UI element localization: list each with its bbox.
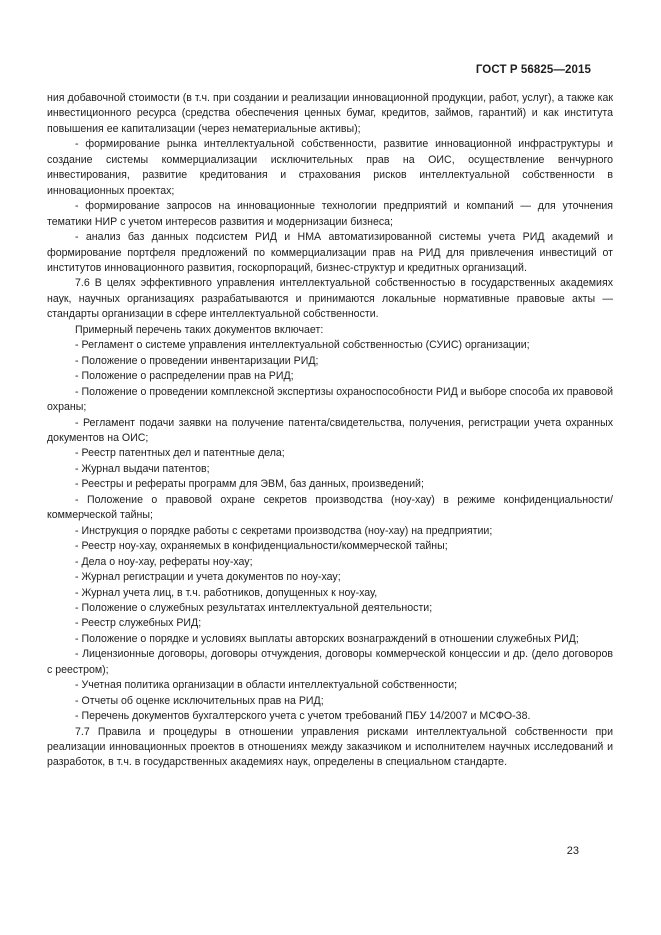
paragraph: ния добавочной стоимости (в т.ч. при создании и реализации инновационной продукции, работ, услуг), а также как инвестиционного ресурса (средства обеспечения ценных бумаг, кредитов, займов, гарантий) и как института повышения ее капитализации (через нематериальные активы); (47, 92, 613, 135)
paragraph: - Журнал учета лиц, в т.ч. работников, допущенных к ноу-хау, (75, 586, 378, 599)
paragraph: - Отчеты об оценке исключительных прав на РИД; (75, 694, 324, 707)
paragraph: 7.7 Правила и процедуры в отношении управления рисками интеллектуальной собственности при реализации инновационных проектов в отношениях между заказчиком и исполнителем научных исследований и разработок, в т.ч. в государственных академиях наук, определены в специальном стандарте. (47, 725, 613, 769)
paragraph: - Реестр ноу-хау, охраняемых в конфиденциальности/коммерческой тайны; (75, 540, 448, 553)
paragraph: - анализ баз данных подсистем РИД и НМА автоматизированной системы учета РИД академий и формирование портфеля предложений по коммерциализации прав на РИД для привлечения инвестиций от институтов инновационного развития, госкорпораций, бизнес-структур и кредитных организаций. (47, 231, 613, 274)
paragraph: - Дела о ноу-хау, рефераты ноу-хау; (75, 555, 253, 568)
paragraph: - Регламент о системе управления интеллектуальной собственностью (СУИС) организации; (75, 339, 530, 352)
document-header: ГОСТ Р 56825—2015 (475, 64, 591, 76)
paragraph: - Реестры и рефераты программ для ЭВМ, баз данных, произведений; (75, 478, 424, 491)
paragraph: - Учетная политика организации в области интеллектуальной собственности; (75, 679, 458, 692)
paragraph: - Перечень документов бухгалтерского учета с учетом требований ПБУ 14/2007 и МСФО-38. (75, 710, 531, 723)
paragraph: - Положение о служебных результатах интеллектуальной деятельности; (75, 601, 433, 614)
paragraph: - Положение о проведении комплексной экспертизы охраноспособности РИД и выборе способа их правовой охраны; (47, 385, 613, 414)
paragraph: - Реестр служебных РИД; (75, 617, 202, 630)
paragraph: - Журнал выдачи патентов; (75, 462, 210, 475)
paragraph: - Лицензионные договоры, договоры отчуждения, договоры коммерческой концессии и др. (дело договоров с реестром); (47, 648, 613, 676)
paragraph: 7.6 В целях эффективного управления интеллектуальной собственностью в государственных академиях наук, научных организациях разрабатываются и принимаются локальные нормативные правовые акты — стандарты организации в сфере интеллектуальной собственности. (47, 277, 613, 321)
paragraph: - Журнал регистрации и учета документов по ноу-хау; (75, 571, 341, 584)
page-number: 23 (566, 845, 579, 857)
paragraph: - Положение о правовой охране секретов производства (ноу-хау) в режиме конфиденциальности/коммерческой тайны; (47, 493, 613, 522)
paragraph: - Положение о распределении прав на РИД; (75, 370, 294, 383)
paragraph: - Реестр патентных дел и патентные дела; (75, 447, 285, 460)
paragraph: - формирование запросов на инновационные технологии предприятий и компаний — для уточнения тематики НИР с учетом интересов развития и модернизации бизнеса; (47, 200, 613, 228)
paragraph: Примерный перечень таких документов включает: (75, 323, 324, 336)
paragraph: - Положение о порядке и условиях выплаты авторских вознаграждений в отношении служебных РИД; (75, 632, 579, 645)
paragraph: - формирование рынка интеллектуальной собственности, развитие инновационной инфраструктуры и создание системы коммерциализации исключительных прав на ОИС, осуществление венчурного инвестирования, развитие кредитования и страхования рисков интеллектуальной собственности в инновационных проектах; (47, 138, 613, 197)
paragraph: - Регламент подачи заявки на получение патента/свидетельства, получения, регистрации учета охранных документов на ОИС; (47, 416, 613, 444)
document-body (47, 91, 613, 771)
paragraph: - Инструкция о порядке работы с секретами производства (ноу-хау) на предприятии; (75, 524, 493, 537)
paragraph: - Положение о проведении инвентаризации РИД; (75, 354, 319, 367)
